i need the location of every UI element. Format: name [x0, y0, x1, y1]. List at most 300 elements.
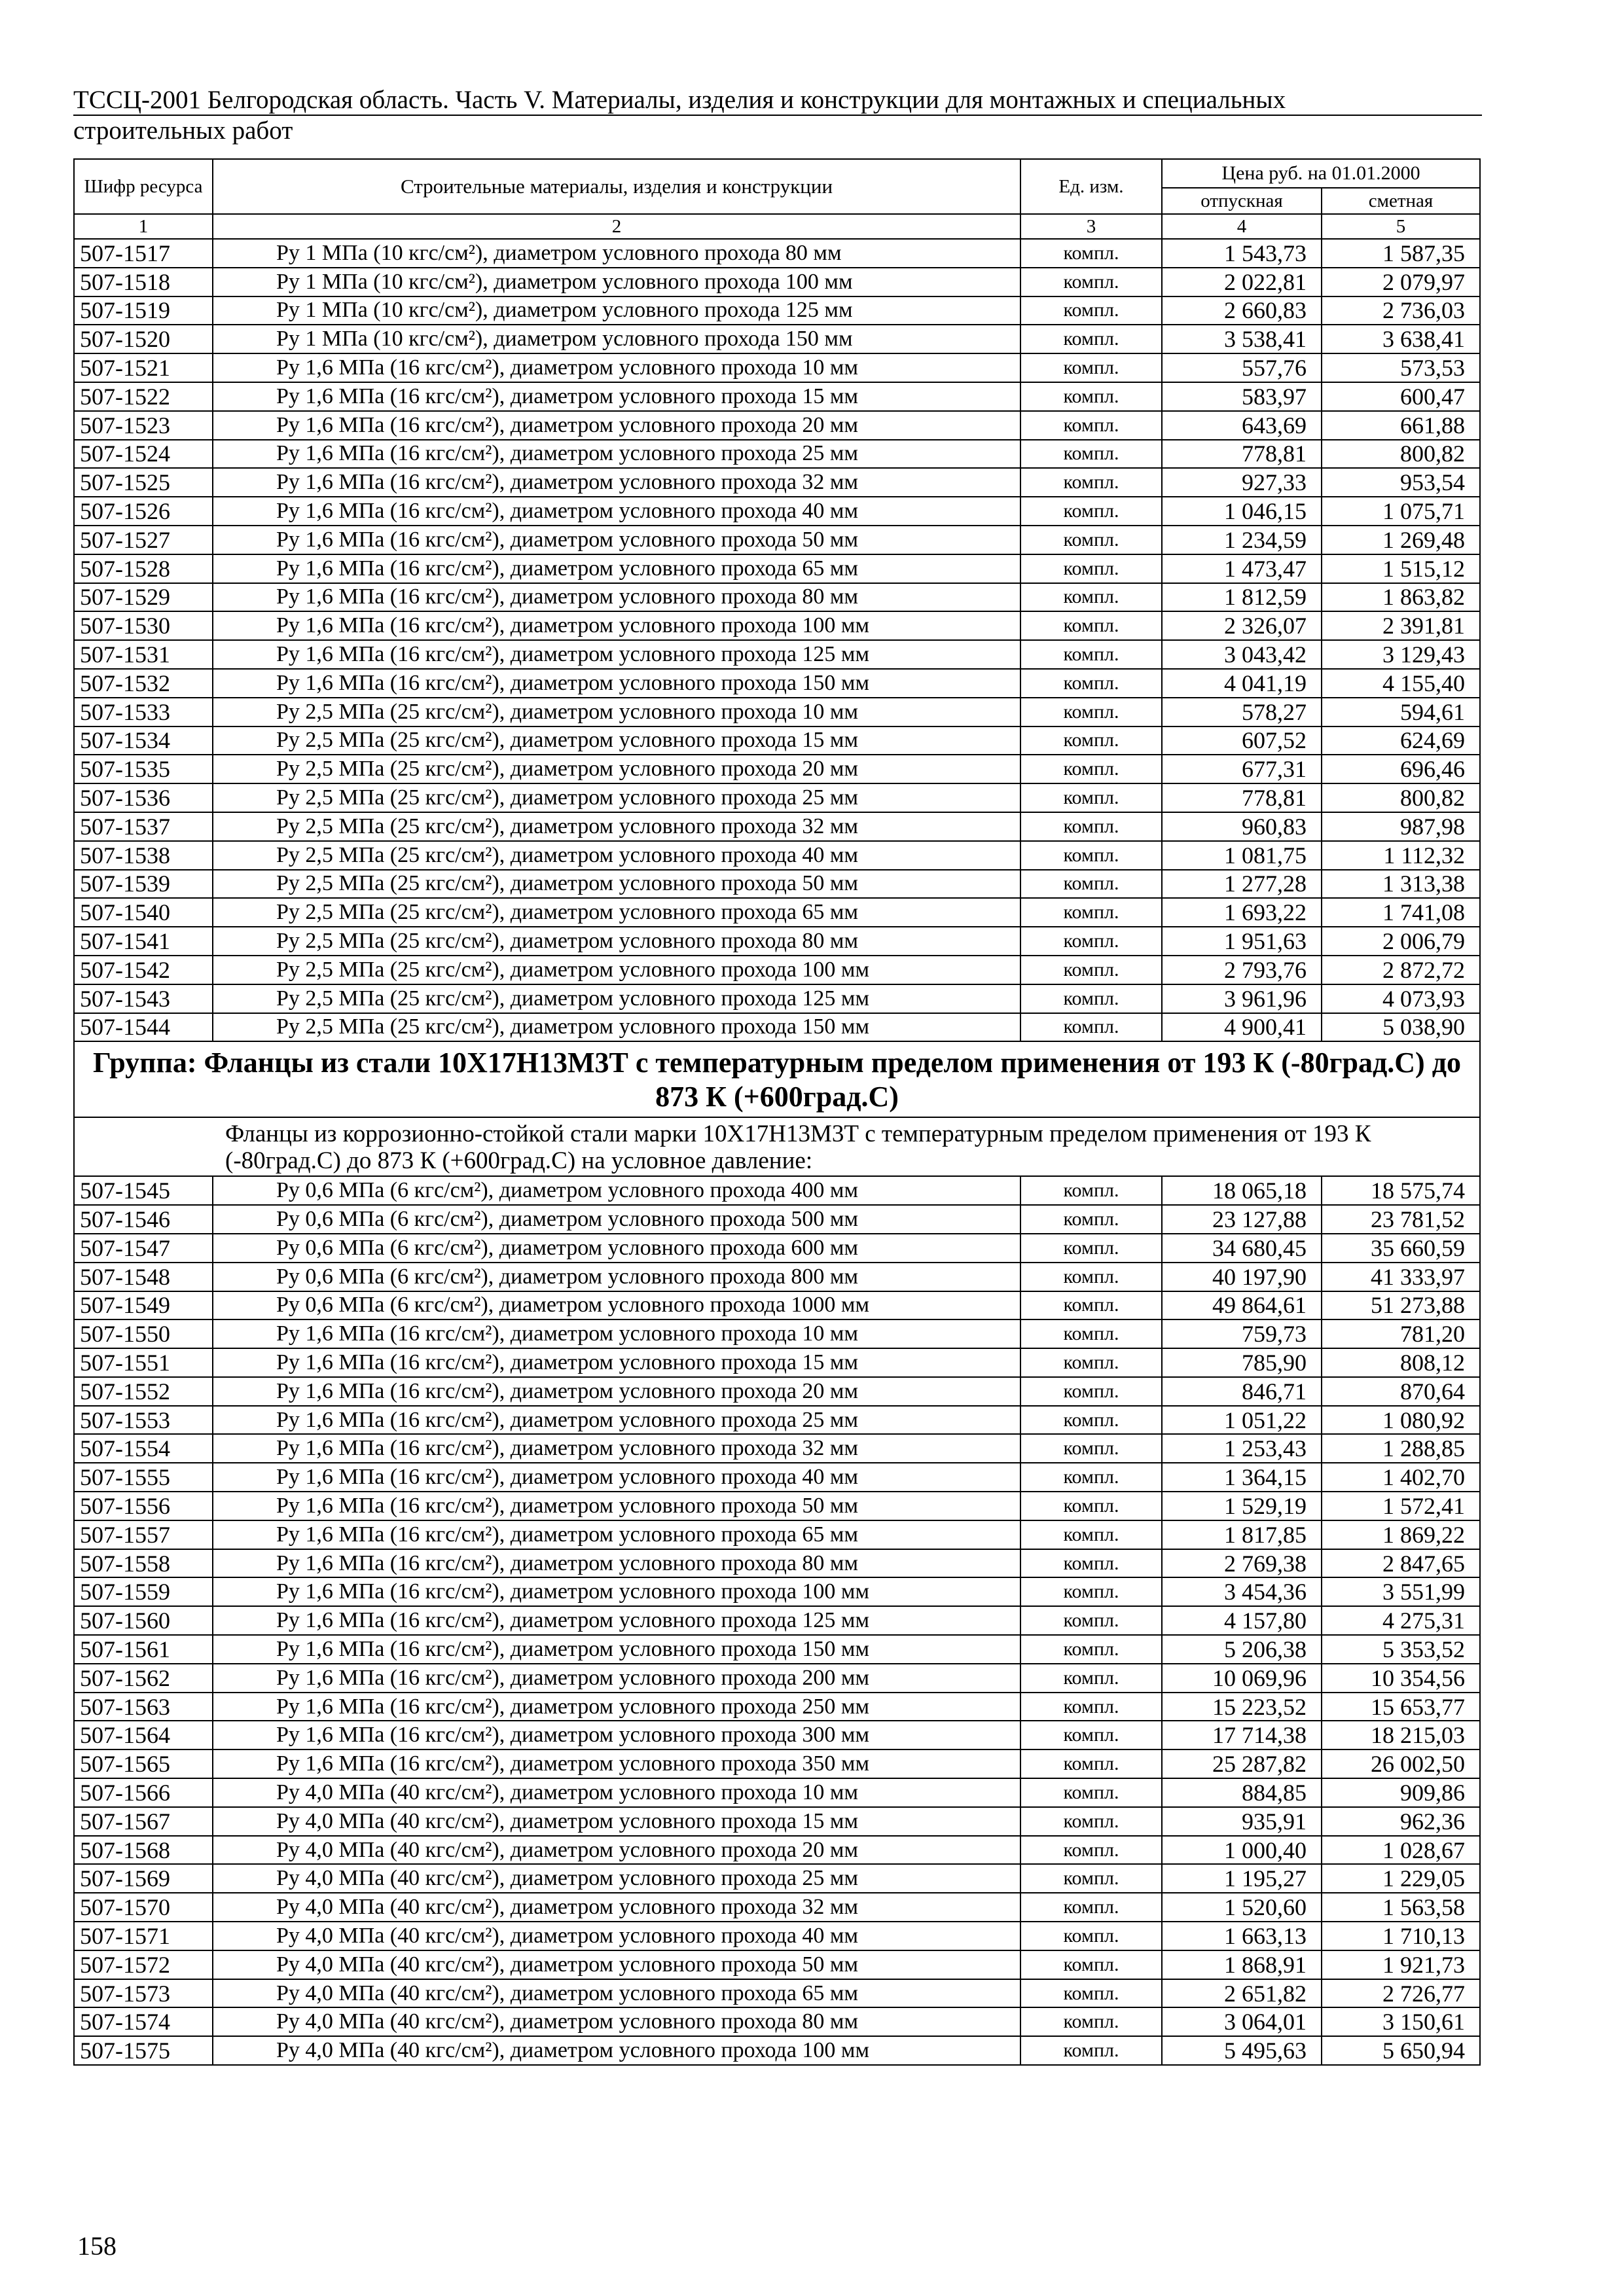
unit-of-measure: компл.: [1020, 898, 1162, 927]
table-row: [74, 296, 1480, 325]
unit-of-measure: компл.: [1020, 1693, 1162, 1721]
material-description: Ру 1,6 МПа (16 кгс/см²), диаметром условного прохода 100 мм: [213, 1577, 1020, 1606]
release-price: 960,83: [1162, 812, 1322, 841]
estimate-price: 5 038,90: [1322, 1013, 1480, 1042]
material-description: Ру 1,6 МПа (16 кгс/см²), диаметром условного прохода 300 мм: [213, 1721, 1020, 1749]
material-description: Ру 2,5 МПа (25 кгс/см²), диаметром условного прохода 10 мм: [213, 698, 1020, 726]
material-description: Ру 2,5 МПа (25 кгс/см²), диаметром условного прохода 40 мм: [213, 841, 1020, 870]
estimate-price: 1 075,71: [1322, 497, 1480, 526]
table-row: [74, 353, 1480, 382]
material-description: Ру 4,0 МПа (40 кгс/см²), диаметром условного прохода 15 мм: [213, 1807, 1020, 1836]
release-price: 4 157,80: [1162, 1606, 1322, 1635]
estimate-price: 594,61: [1322, 698, 1480, 726]
unit-of-measure: компл.: [1020, 1778, 1162, 1807]
table-row: [74, 1693, 1480, 1721]
resource-code: 507-1528: [74, 554, 213, 583]
material-description: Ру 0,6 МПа (6 кгс/см²), диаметром условного прохода 600 мм: [213, 1234, 1020, 1263]
material-description: Ру 1,6 МПа (16 кгс/см²), диаметром условного прохода 15 мм: [213, 382, 1020, 411]
unit-of-measure: компл.: [1020, 1950, 1162, 1979]
material-description: Ру 1,6 МПа (16 кгс/см²), диаметром условного прохода 20 мм: [213, 411, 1020, 440]
col-number: 5: [1322, 214, 1480, 239]
table-row: [74, 956, 1480, 984]
estimate-price: 4 155,40: [1322, 669, 1480, 698]
table-row: [74, 583, 1480, 612]
table-row: [74, 1922, 1480, 1950]
table-row: [74, 440, 1480, 469]
material-description: Ру 2,5 МПа (25 кгс/см²), диаметром условного прохода 50 мм: [213, 870, 1020, 899]
unit-of-measure: компл.: [1020, 1749, 1162, 1778]
release-price: 778,81: [1162, 783, 1322, 812]
material-description: Ру 2,5 МПа (25 кгс/см²), диаметром условного прохода 20 мм: [213, 755, 1020, 783]
release-price: 759,73: [1162, 1319, 1322, 1348]
estimate-price: 953,54: [1322, 468, 1480, 497]
table-row: [74, 526, 1480, 554]
release-price: 2 793,76: [1162, 956, 1322, 984]
resource-code: 507-1536: [74, 783, 213, 812]
release-price: 17 714,38: [1162, 1721, 1322, 1749]
release-price: 34 680,45: [1162, 1234, 1322, 1263]
material-description: Ру 2,5 МПа (25 кгс/см²), диаметром условного прохода 80 мм: [213, 927, 1020, 956]
release-price: 1 520,60: [1162, 1893, 1322, 1922]
release-price: 40 197,90: [1162, 1263, 1322, 1291]
estimate-price: 1 313,38: [1322, 870, 1480, 899]
material-description: Ру 1,6 МПа (16 кгс/см²), диаметром условного прохода 65 мм: [213, 1520, 1020, 1549]
unit-of-measure: компл.: [1020, 1922, 1162, 1950]
release-price: 927,33: [1162, 468, 1322, 497]
resource-code: 507-1574: [74, 2007, 213, 2036]
release-price: 2 022,81: [1162, 268, 1322, 296]
table-row: [74, 1664, 1480, 1693]
table-row: [74, 382, 1480, 411]
release-price: 1 473,47: [1162, 554, 1322, 583]
release-price: 1 051,22: [1162, 1406, 1322, 1435]
material-description: Ру 0,6 МПа (6 кгс/см²), диаметром условного прохода 800 мм: [213, 1263, 1020, 1291]
release-price: 935,91: [1162, 1807, 1322, 1836]
table-row: [74, 841, 1480, 870]
resource-code: 507-1568: [74, 1836, 213, 1865]
release-price: 643,69: [1162, 411, 1322, 440]
material-description: Ру 2,5 МПа (25 кгс/см²), диаметром условного прохода 125 мм: [213, 984, 1020, 1013]
estimate-price: 1 572,41: [1322, 1492, 1480, 1520]
unit-of-measure: компл.: [1020, 554, 1162, 583]
unit-of-measure: компл.: [1020, 1406, 1162, 1435]
resource-code: 507-1517: [74, 239, 213, 268]
resource-code: 507-1524: [74, 440, 213, 469]
material-description: Ру 1,6 МПа (16 кгс/см²), диаметром условного прохода 150 мм: [213, 1635, 1020, 1664]
release-price: 1 000,40: [1162, 1836, 1322, 1865]
table-row: [74, 1463, 1480, 1492]
resource-code: 507-1570: [74, 1893, 213, 1922]
header-title-line2: строительных работ: [73, 117, 293, 145]
estimate-price: 41 333,97: [1322, 1263, 1480, 1291]
table-row: [74, 783, 1480, 812]
unit-of-measure: компл.: [1020, 239, 1162, 268]
material-description: Ру 1 МПа (10 кгс/см²), диаметром условного прохода 80 мм: [213, 239, 1020, 268]
release-price: 5 206,38: [1162, 1635, 1322, 1664]
unit-of-measure: компл.: [1020, 382, 1162, 411]
rows-section-b: [74, 1176, 1480, 2065]
unit-of-measure: компл.: [1020, 1263, 1162, 1291]
estimate-price: 1 080,92: [1322, 1406, 1480, 1435]
release-price: 4 041,19: [1162, 669, 1322, 698]
resource-code: 507-1575: [74, 2036, 213, 2065]
release-price: 1 812,59: [1162, 583, 1322, 612]
resource-code: 507-1567: [74, 1807, 213, 1836]
resource-code: 507-1543: [74, 984, 213, 1013]
resource-code: 507-1522: [74, 382, 213, 411]
resource-code: 507-1563: [74, 1693, 213, 1721]
resource-code: 507-1538: [74, 841, 213, 870]
unit-of-measure: компл.: [1020, 1807, 1162, 1836]
group-title: Группа: Фланцы из стали 10Х17Н13М3Т с температурным пределом применения от 193 К (-80град.С) до 873 К (+600град.С): [74, 1041, 1480, 1117]
estimate-price: 1 710,13: [1322, 1922, 1480, 1950]
material-description: Ру 0,6 МПа (6 кгс/см²), диаметром условного прохода 1000 мм: [213, 1291, 1020, 1320]
estimate-price: 26 002,50: [1322, 1749, 1480, 1778]
resource-code: 507-1552: [74, 1377, 213, 1406]
resource-code: 507-1565: [74, 1749, 213, 1778]
estimate-price: 1 028,67: [1322, 1836, 1480, 1865]
table-row: [74, 325, 1480, 353]
material-description: Ру 2,5 МПа (25 кгс/см²), диаметром условного прохода 65 мм: [213, 898, 1020, 927]
release-price: 18 065,18: [1162, 1176, 1322, 1205]
col-head-name: Строительные материалы, изделия и конструкции: [213, 159, 1020, 214]
material-description: Ру 2,5 МПа (25 кгс/см²), диаметром условного прохода 100 мм: [213, 956, 1020, 984]
col-head-unit: Ед. изм.: [1020, 159, 1162, 214]
release-price: 677,31: [1162, 755, 1322, 783]
table-row: [74, 1549, 1480, 1578]
table-row: [74, 1635, 1480, 1664]
table-row: [74, 1234, 1480, 1263]
table-row: [74, 669, 1480, 698]
resource-code: 507-1558: [74, 1549, 213, 1578]
estimate-price: 696,46: [1322, 755, 1480, 783]
resource-code: 507-1545: [74, 1176, 213, 1205]
material-description: Ру 4,0 МПа (40 кгс/см²), диаметром условного прохода 25 мм: [213, 1864, 1020, 1893]
col-head-code: Шифр ресурса: [74, 159, 213, 214]
material-description: Ру 1,6 МПа (16 кгс/см²), диаметром условного прохода 20 мм: [213, 1377, 1020, 1406]
table-row: [74, 1406, 1480, 1435]
material-description: Ру 1,6 МПа (16 кгс/см²), диаметром условного прохода 125 мм: [213, 1606, 1020, 1635]
resource-code: 507-1569: [74, 1864, 213, 1893]
unit-of-measure: компл.: [1020, 1176, 1162, 1205]
estimate-price: 3 150,61: [1322, 2007, 1480, 2036]
unit-of-measure: компл.: [1020, 669, 1162, 698]
estimate-price: 3 638,41: [1322, 325, 1480, 353]
resource-code: 507-1535: [74, 755, 213, 783]
resource-code: 507-1546: [74, 1205, 213, 1234]
unit-of-measure: компл.: [1020, 927, 1162, 956]
table-row: [74, 812, 1480, 841]
col-head-price: Цена руб. на 01.01.2000: [1162, 159, 1480, 188]
table-row: [74, 268, 1480, 296]
material-description: Ру 1,6 МПа (16 кгс/см²), диаметром условного прохода 10 мм: [213, 1319, 1020, 1348]
estimate-price: 661,88: [1322, 411, 1480, 440]
unit-of-measure: компл.: [1020, 1836, 1162, 1865]
resource-code: 507-1564: [74, 1721, 213, 1749]
resource-code: 507-1541: [74, 927, 213, 956]
estimate-price: 624,69: [1322, 726, 1480, 755]
estimate-price: 3 551,99: [1322, 1577, 1480, 1606]
release-price: 3 961,96: [1162, 984, 1322, 1013]
estimate-price: 1 741,08: [1322, 898, 1480, 927]
table-row: [74, 1864, 1480, 1893]
resource-code: 507-1571: [74, 1922, 213, 1950]
estimate-price: 23 781,52: [1322, 1205, 1480, 1234]
estimate-price: 2 079,97: [1322, 268, 1480, 296]
material-description: Ру 1 МПа (10 кгс/см²), диаметром условного прохода 150 мм: [213, 325, 1020, 353]
estimate-price: 1 269,48: [1322, 526, 1480, 554]
resource-code: 507-1533: [74, 698, 213, 726]
unit-of-measure: компл.: [1020, 1520, 1162, 1549]
unit-of-measure: компл.: [1020, 468, 1162, 497]
resource-code: 507-1573: [74, 1979, 213, 2008]
release-price: 4 900,41: [1162, 1013, 1322, 1042]
resource-code: 507-1557: [74, 1520, 213, 1549]
material-description: Ру 1,6 МПа (16 кгс/см²), диаметром условного прохода 350 мм: [213, 1749, 1020, 1778]
resource-code: 507-1544: [74, 1013, 213, 1042]
table-row: [74, 1721, 1480, 1749]
resource-code: 507-1550: [74, 1319, 213, 1348]
table-row: [74, 468, 1480, 497]
release-price: 1 543,73: [1162, 239, 1322, 268]
table-row: [74, 1205, 1480, 1234]
resource-code: 507-1537: [74, 812, 213, 841]
unit-of-measure: компл.: [1020, 1348, 1162, 1377]
release-price: 846,71: [1162, 1377, 1322, 1406]
unit-of-measure: компл.: [1020, 325, 1162, 353]
resource-code: 507-1527: [74, 526, 213, 554]
resource-code: 507-1560: [74, 1606, 213, 1635]
table-row: [74, 611, 1480, 640]
resource-code: 507-1555: [74, 1463, 213, 1492]
resource-code: 507-1531: [74, 640, 213, 669]
header-title-line1: ТССЦ-2001 Белгородская область. Часть V. Материалы, изделия и конструкции для монтажных и специальных: [73, 85, 1482, 116]
resource-code: 507-1542: [74, 956, 213, 984]
release-price: 2 651,82: [1162, 1979, 1322, 2008]
estimate-price: 4 073,93: [1322, 984, 1480, 1013]
material-description: Ру 1,6 МПа (16 кгс/см²), диаметром условного прохода 15 мм: [213, 1348, 1020, 1377]
unit-of-measure: компл.: [1020, 984, 1162, 1013]
unit-of-measure: компл.: [1020, 1864, 1162, 1893]
resource-code: 507-1530: [74, 611, 213, 640]
resource-code: 507-1525: [74, 468, 213, 497]
release-price: 1 046,15: [1162, 497, 1322, 526]
resource-code: 507-1519: [74, 296, 213, 325]
unit-of-measure: компл.: [1020, 640, 1162, 669]
table-row: [74, 1377, 1480, 1406]
material-description: Ру 1,6 МПа (16 кгс/см²), диаметром условного прохода 25 мм: [213, 440, 1020, 469]
resource-code: 507-1520: [74, 325, 213, 353]
unit-of-measure: компл.: [1020, 841, 1162, 870]
rows-section-a: [74, 239, 1480, 1041]
table-row: [74, 1263, 1480, 1291]
resource-code: 507-1562: [74, 1664, 213, 1693]
table-row: [74, 870, 1480, 899]
table-row: [74, 1950, 1480, 1979]
material-description: Ру 0,6 МПа (6 кгс/см²), диаметром условного прохода 400 мм: [213, 1176, 1020, 1205]
release-price: 25 287,82: [1162, 1749, 1322, 1778]
unit-of-measure: компл.: [1020, 296, 1162, 325]
resource-code: 507-1549: [74, 1291, 213, 1320]
unit-of-measure: компл.: [1020, 870, 1162, 899]
col-head-release: отпускная: [1162, 188, 1322, 214]
resource-code: 507-1572: [74, 1950, 213, 1979]
table-row: [74, 411, 1480, 440]
estimate-price: 909,86: [1322, 1778, 1480, 1807]
material-description: Ру 1,6 МПа (16 кгс/см²), диаметром условного прохода 50 мм: [213, 1492, 1020, 1520]
table-row: [74, 1492, 1480, 1520]
release-price: 3 538,41: [1162, 325, 1322, 353]
release-price: 1 081,75: [1162, 841, 1322, 870]
unit-of-measure: компл.: [1020, 526, 1162, 554]
unit-of-measure: компл.: [1020, 440, 1162, 469]
release-price: 3 043,42: [1162, 640, 1322, 669]
table-row: [74, 1893, 1480, 1922]
estimate-price: 1 402,70: [1322, 1463, 1480, 1492]
estimate-price: 808,12: [1322, 1348, 1480, 1377]
unit-of-measure: компл.: [1020, 1721, 1162, 1749]
material-description: Ру 1 МПа (10 кгс/см²), диаметром условного прохода 100 мм: [213, 268, 1020, 296]
estimate-price: 35 660,59: [1322, 1234, 1480, 1263]
release-price: 1 663,13: [1162, 1922, 1322, 1950]
estimate-price: 2 847,65: [1322, 1549, 1480, 1578]
table-row: [74, 1577, 1480, 1606]
release-price: 2 769,38: [1162, 1549, 1322, 1578]
unit-of-measure: компл.: [1020, 698, 1162, 726]
release-price: 2 660,83: [1162, 296, 1322, 325]
release-price: 3 064,01: [1162, 2007, 1322, 2036]
unit-of-measure: компл.: [1020, 611, 1162, 640]
release-price: 23 127,88: [1162, 1205, 1322, 1234]
release-price: 1 817,85: [1162, 1520, 1322, 1549]
unit-of-measure: компл.: [1020, 1291, 1162, 1320]
estimate-price: 2 872,72: [1322, 956, 1480, 984]
unit-of-measure: компл.: [1020, 1577, 1162, 1606]
material-description: Ру 1,6 МПа (16 кгс/см²), диаметром условного прохода 80 мм: [213, 583, 1020, 612]
material-description: Ру 4,0 МПа (40 кгс/см²), диаметром условного прохода 65 мм: [213, 1979, 1020, 2008]
material-description: Ру 1,6 МПа (16 кгс/см²), диаметром условного прохода 100 мм: [213, 611, 1020, 640]
table-row: [74, 1520, 1480, 1549]
unit-of-measure: компл.: [1020, 268, 1162, 296]
table-row: [74, 2036, 1480, 2065]
release-price: 15 223,52: [1162, 1693, 1322, 1721]
table-row: [74, 1348, 1480, 1377]
table-row: [74, 2007, 1480, 2036]
resource-code: 507-1526: [74, 497, 213, 526]
estimate-price: 5 650,94: [1322, 2036, 1480, 2065]
release-price: 1 868,91: [1162, 1950, 1322, 1979]
material-description: Ру 4,0 МПа (40 кгс/см²), диаметром условного прохода 40 мм: [213, 1922, 1020, 1950]
col-number: 4: [1162, 214, 1322, 239]
resource-code: 507-1532: [74, 669, 213, 698]
table-row: [74, 1836, 1480, 1865]
resource-code: 507-1566: [74, 1778, 213, 1807]
release-price: 583,97: [1162, 382, 1322, 411]
estimate-price: 18 215,03: [1322, 1721, 1480, 1749]
table-row: [74, 1291, 1480, 1320]
estimate-price: 2 736,03: [1322, 296, 1480, 325]
unit-of-measure: компл.: [1020, 1893, 1162, 1922]
unit-of-measure: компл.: [1020, 1434, 1162, 1463]
group-note: Фланцы из коррозионно-стойкой стали марки 10Х17Н13М3Т с температурным пределом применения от 193 К (-80град.С) до 873 К (+600град.С) на условное давление:: [74, 1117, 1480, 1176]
resource-code: 507-1547: [74, 1234, 213, 1263]
unit-of-measure: компл.: [1020, 755, 1162, 783]
material-description: Ру 1,6 МПа (16 кгс/см²), диаметром условного прохода 32 мм: [213, 1434, 1020, 1463]
estimate-price: 18 575,74: [1322, 1176, 1480, 1205]
material-description: Ру 1,6 МПа (16 кгс/см²), диаметром условного прохода 250 мм: [213, 1693, 1020, 1721]
unit-of-measure: компл.: [1020, 353, 1162, 382]
price-table: [73, 158, 1481, 2066]
release-price: 557,76: [1162, 353, 1322, 382]
group-section: [74, 1041, 1480, 1176]
unit-of-measure: компл.: [1020, 1205, 1162, 1234]
estimate-price: 600,47: [1322, 382, 1480, 411]
estimate-price: 10 354,56: [1322, 1664, 1480, 1693]
table-row: [74, 497, 1480, 526]
estimate-price: 781,20: [1322, 1319, 1480, 1348]
material-description: Ру 1,6 МПа (16 кгс/см²), диаметром условного прохода 80 мм: [213, 1549, 1020, 1578]
release-price: 607,52: [1162, 726, 1322, 755]
material-description: Ру 2,5 МПа (25 кгс/см²), диаметром условного прохода 32 мм: [213, 812, 1020, 841]
unit-of-measure: компл.: [1020, 1319, 1162, 1348]
column-number-row: [74, 214, 1480, 239]
material-description: Ру 2,5 МПа (25 кгс/см²), диаметром условного прохода 25 мм: [213, 783, 1020, 812]
release-price: 2 326,07: [1162, 611, 1322, 640]
unit-of-measure: компл.: [1020, 783, 1162, 812]
estimate-price: 1 515,12: [1322, 554, 1480, 583]
material-description: Ру 4,0 МПа (40 кгс/см²), диаметром условного прохода 100 мм: [213, 2036, 1020, 2065]
estimate-price: 2 006,79: [1322, 927, 1480, 956]
estimate-price: 800,82: [1322, 783, 1480, 812]
estimate-price: 5 353,52: [1322, 1635, 1480, 1664]
unit-of-measure: компл.: [1020, 2036, 1162, 2065]
resource-code: 507-1518: [74, 268, 213, 296]
unit-of-measure: компл.: [1020, 956, 1162, 984]
material-description: Ру 1,6 МПа (16 кгс/см²), диаметром условного прохода 50 мм: [213, 526, 1020, 554]
resource-code: 507-1521: [74, 353, 213, 382]
resource-code: 507-1534: [74, 726, 213, 755]
resource-code: 507-1540: [74, 898, 213, 927]
table-row: [74, 1434, 1480, 1463]
release-price: 5 495,63: [1162, 2036, 1322, 2065]
table-row: [74, 554, 1480, 583]
unit-of-measure: компл.: [1020, 1377, 1162, 1406]
estimate-price: 962,36: [1322, 1807, 1480, 1836]
estimate-price: 2 726,77: [1322, 1979, 1480, 2008]
material-description: Ру 4,0 МПа (40 кгс/см²), диаметром условного прохода 80 мм: [213, 2007, 1020, 2036]
table-row: [74, 1979, 1480, 2008]
material-description: Ру 1,6 МПа (16 кгс/см²), диаметром условного прохода 32 мм: [213, 468, 1020, 497]
unit-of-measure: компл.: [1020, 1979, 1162, 2008]
estimate-price: 1 587,35: [1322, 239, 1480, 268]
release-price: 1 529,19: [1162, 1492, 1322, 1520]
unit-of-measure: компл.: [1020, 1463, 1162, 1492]
resource-code: 507-1554: [74, 1434, 213, 1463]
release-price: 1 253,43: [1162, 1434, 1322, 1463]
unit-of-measure: компл.: [1020, 497, 1162, 526]
estimate-price: 51 273,88: [1322, 1291, 1480, 1320]
table-row: [74, 898, 1480, 927]
page-header: [73, 85, 1482, 145]
material-description: Ру 2,5 МПа (25 кгс/см²), диаметром условного прохода 15 мм: [213, 726, 1020, 755]
resource-code: 507-1561: [74, 1635, 213, 1664]
table-row: [74, 1807, 1480, 1836]
estimate-price: 1 921,73: [1322, 1950, 1480, 1979]
estimate-price: 15 653,77: [1322, 1693, 1480, 1721]
unit-of-measure: компл.: [1020, 411, 1162, 440]
table-row: [74, 1013, 1480, 1042]
unit-of-measure: компл.: [1020, 583, 1162, 612]
